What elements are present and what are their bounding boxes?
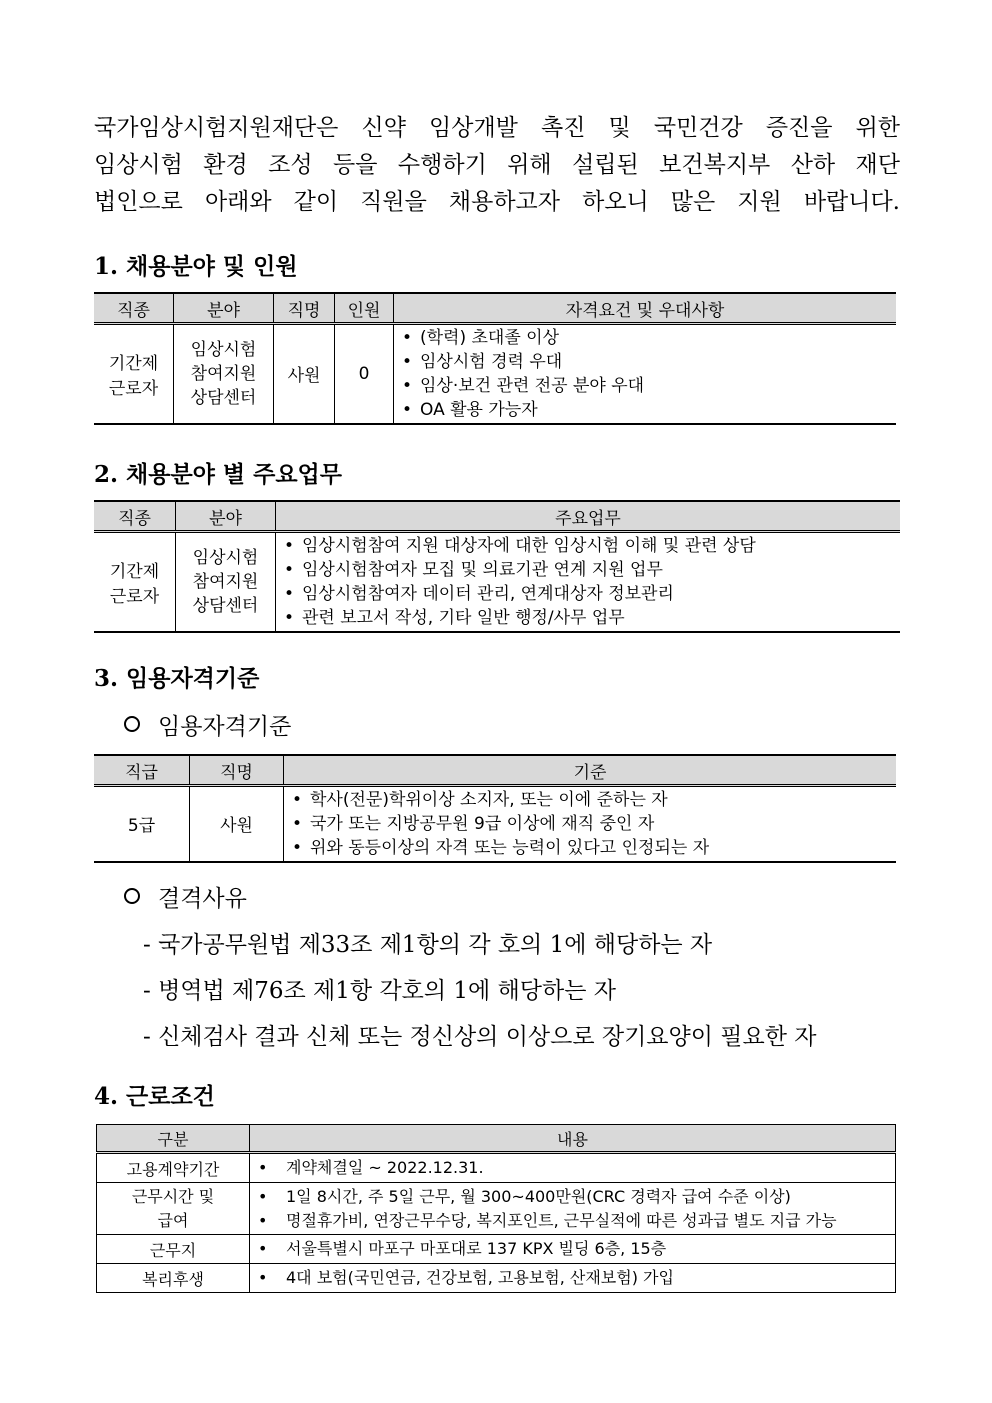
disqualify-subtitle: [124, 880, 247, 913]
header-duties: 주요업무: [276, 501, 901, 532]
intro-line: 국가임상시험지원재단은 신약 임상개발 촉진 및 국민건강 증진을 위한: [94, 115, 900, 141]
intro-line: 임상시험 환경 조성 등을 수행하기 위해 설립된 보건복지부 산하 재단: [94, 152, 900, 178]
cell-line: 급여: [157, 1210, 189, 1230]
cell-line: 근로자: [109, 586, 160, 607]
circle-bullet-icon: [124, 716, 140, 732]
header-category: 구분: [97, 1125, 250, 1153]
circle-bullet-icon: [124, 888, 140, 904]
table-row: [97, 1264, 896, 1293]
cell-label: 근무지: [97, 1235, 250, 1264]
list-item: • 임상·보건 관련 전공 분야 우대: [402, 374, 896, 398]
list-item: • (학력) 초대졸 이상: [402, 326, 896, 350]
qualification-table: [94, 754, 896, 863]
table-row: [97, 1183, 896, 1235]
list-item: • 4대 보험(국민연금, 건강보험, 고용보험, 산재보험) 가입: [258, 1266, 895, 1290]
cell-type: [94, 324, 174, 424]
intro-paragraph: [94, 110, 900, 221]
list-item: • 학사(전문)학위이상 소지자, 또는 이에 준하는 자: [292, 788, 896, 812]
list-item: • 임상시험참여자 데이터 관리, 연계대상자 정보관리: [284, 582, 900, 606]
list-item: • 임상시험참여 지원 대상자에 대한 임상시험 이해 및 관련 상담: [284, 534, 900, 558]
list-item: • 서울특별시 마포구 마포대로 137 KPX 빌딩 6층, 15층: [258, 1237, 895, 1261]
cell-type: [94, 532, 176, 632]
subtitle-text: 임용자격기준: [158, 714, 292, 740]
header-type: 직종: [94, 293, 174, 324]
list-item: • 계약체결일 ~ 2022.12.31.: [258, 1156, 895, 1180]
subtitle-text: 결격사유: [158, 886, 247, 912]
cell-count: 0: [335, 324, 394, 424]
table-row: [97, 1153, 896, 1183]
disqualify-item: - 신체검사 결과 신체 또는 정신상의 이상으로 장기요양이 필요한 자: [143, 1024, 817, 1050]
list-item: • 국가 또는 지방공무원 9급 이상에 재직 중인 자: [292, 812, 896, 836]
cell-content: [250, 1153, 896, 1183]
recruitment-table: [94, 292, 896, 425]
cell-line: 임상시험: [192, 547, 259, 568]
header-position: 직명: [274, 293, 335, 324]
duties-table: [94, 500, 900, 633]
header-field: 분야: [176, 501, 276, 532]
disqualify-item: - 국가공무원법 제33조 제1항의 각 호의 1에 해당하는 자: [143, 932, 713, 958]
cell-content: [250, 1264, 896, 1293]
cell-requirements: [394, 324, 897, 424]
list-item: • 임상시험 경력 우대: [402, 350, 896, 374]
cell-line: 근무시간 및: [131, 1186, 215, 1206]
section4-title: 4. 근로조건: [94, 1083, 215, 1110]
cell-line: 상담센터: [192, 595, 259, 616]
list-item: • OA 활용 가능자: [402, 398, 896, 422]
table-row: [97, 1235, 896, 1264]
cell-line: 임상시험: [190, 339, 257, 360]
list-item: • 임상시험참여자 모집 및 의료기관 연계 지원 업무: [284, 558, 900, 582]
cell-label: 고용계약기간: [97, 1153, 250, 1183]
intro-line: 법인으로 아래와 같이 직원을 채용하고자 하오니 많은 지원 바랍니다.: [94, 189, 900, 215]
cell-label: 복리후생: [97, 1264, 250, 1293]
list-item: • 1일 8시간, 주 5일 근무, 월 300~400만원(CRC 경력자 급여 수준 이상): [258, 1185, 895, 1209]
cell-line: 참여지원: [190, 363, 257, 384]
cell-content: [250, 1183, 896, 1235]
header-count: 인원: [335, 293, 394, 324]
header-type: 직종: [94, 501, 176, 532]
cell-content: [250, 1235, 896, 1264]
header-content: 내용: [250, 1125, 896, 1153]
section1-title: 1. 채용분야 및 인원: [94, 253, 298, 280]
cell-position: 사원: [274, 324, 335, 424]
cell-line: 상담센터: [190, 387, 257, 408]
list-item: • 위와 동등이상의 자격 또는 능력이 있다고 인정되는 자: [292, 836, 896, 860]
cell-grade: 5급: [94, 786, 190, 862]
conditions-table: [96, 1124, 896, 1293]
list-item: • 관련 보고서 작성, 기타 일반 행정/사무 업무: [284, 606, 900, 630]
cell-label: [97, 1183, 250, 1235]
header-grade: 직급: [94, 755, 190, 786]
cell-duties: [276, 532, 901, 632]
header-requirements: 자격요건 및 우대사항: [394, 293, 897, 324]
section2-title: 2. 채용분야 별 주요업무: [94, 461, 342, 488]
table-row: [94, 532, 900, 632]
header-field: 분야: [174, 293, 274, 324]
section3-title: 3. 임용자격기준: [94, 665, 260, 692]
header-criteria: 기준: [284, 755, 897, 786]
header-position: 직명: [190, 755, 284, 786]
disqualify-item: - 병역법 제76조 제1항 각호의 1에 해당하는 자: [143, 978, 616, 1004]
cell-line: 참여지원: [192, 571, 259, 592]
cell-line: 기간제: [109, 561, 160, 582]
cell-position: 사원: [190, 786, 284, 862]
cell-line: 기간제: [108, 353, 159, 374]
cell-field: [174, 324, 274, 424]
table-row: [94, 324, 896, 424]
qualification-subtitle: [124, 708, 291, 741]
cell-field: [176, 532, 276, 632]
table-row: [94, 786, 896, 862]
cell-criteria: [284, 786, 897, 862]
list-item: • 명절휴가비, 연장근무수당, 복지포인트, 근무실적에 따른 성과급 별도 지급 가능: [258, 1209, 895, 1233]
cell-line: 근로자: [108, 378, 159, 399]
